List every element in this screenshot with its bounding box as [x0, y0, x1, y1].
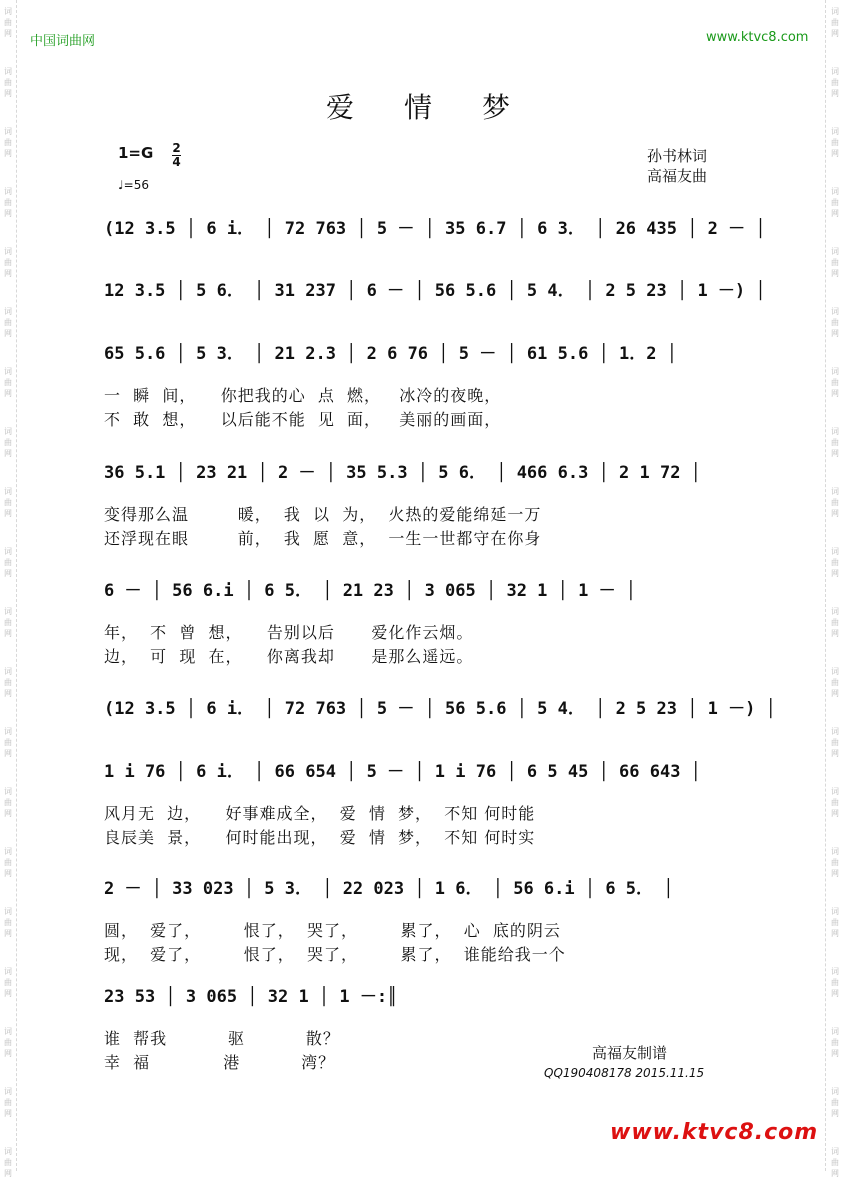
- lyric-verse-1: 风月无 边， 好事难成全， 爱 情 梦， 不知 何时能: [104, 804, 536, 823]
- lyric-verse-2: 幸 福 港 湾？: [104, 1053, 336, 1072]
- watermark-text: 词曲网: [4, 67, 12, 98]
- watermark-text: 词曲网: [4, 1027, 12, 1058]
- notation: (12 3.5 │ 6 i． │ 72 763 │ 5 － │ 56 5.6 │ 5 4． │ 2 5 23 │ 1 －) │: [104, 699, 787, 719]
- watermark-text: 词曲网: [4, 667, 12, 698]
- notation: 36 5.1 │ 23 21 │ 2 － │ 35 5.3 │ 5 6． │ 466 6.3 │ 2 1 72 │: [104, 463, 712, 483]
- notation: 65 5.6 │ 5 3． │ 21 2.3 │ 2 6 76 │ 5 － │ 61 5.6 │ 1．2 │: [104, 344, 688, 364]
- watermark-text: 词曲网: [4, 367, 12, 398]
- lyric-verse-1: 变得那么温 暖， 我 以 为， 火热的爱能绵延一万: [104, 505, 542, 524]
- watermark-text: 词曲网: [4, 427, 12, 458]
- score-line: [104, 680, 787, 752]
- watermark-text: 词曲网: [831, 187, 839, 218]
- notation: 23 53 │ 3 065 │ 32 1 │ 1 －:║: [104, 987, 398, 1007]
- watermark-text: 词曲网: [4, 607, 12, 638]
- watermark-text: 词曲网: [831, 127, 839, 158]
- watermark-text: 词曲网: [4, 7, 12, 38]
- time-signature: [172, 143, 181, 168]
- contact-date: QQ190408178 2015.11.15: [544, 1066, 705, 1080]
- watermark-text: 词曲网: [4, 1147, 12, 1178]
- lyric-verse-1: 年， 不 曾 想， 告别以后 爱化作云烟。: [104, 623, 474, 642]
- watermark-text: 词曲网: [831, 967, 839, 998]
- watermark-text: 词曲网: [4, 487, 12, 518]
- key-signature: 1=G: [118, 144, 154, 162]
- site-name[interactable]: 中国词曲网: [30, 34, 96, 49]
- notation: 2 － │ 33 023 │ 5 3． │ 22 023 │ 1 6． │ 56 6.i │ 6 5． │: [104, 879, 684, 899]
- watermark-text: 词曲网: [4, 307, 12, 338]
- right-watermark-strip: [825, 0, 842, 1178]
- watermark-text: 词曲网: [4, 847, 12, 878]
- watermark-text: 词曲网: [831, 907, 839, 938]
- site-url[interactable]: www.ktvc8.com: [706, 30, 809, 45]
- left-watermark-strip: [0, 0, 17, 1178]
- song-title: [0, 86, 842, 126]
- notation: 1 i 76 │ 6 i． │ 66 654 │ 5 － │ 1 i 76 │ 6 5 45 │ 66 643 │: [104, 762, 712, 782]
- notation: (12 3.5 │ 6 i． │ 72 763 │ 5 － │ 35 6.7 │ 6 3． │ 26 435 │ 2 － │: [104, 219, 776, 239]
- lyricist: 孙书林词: [647, 147, 708, 165]
- notation: 12 3.5 │ 5 6． │ 31 237 │ 6 － │ 56 5.6 │ 5 4． │ 2 5 23 │ 1 －) │: [104, 281, 776, 301]
- watermark-text: 词曲网: [4, 187, 12, 218]
- lyric-verse-2: 不 敢 想， 以后能不能 见 面， 美丽的画面，: [104, 410, 502, 429]
- lyric-verse-2: 还浮现在眼 前， 我 愿 意， 一生一世都守在你身: [104, 529, 542, 548]
- watermark-text: 词曲网: [831, 727, 839, 758]
- tempo-mark: ♩=56: [118, 178, 149, 192]
- score-line: [104, 325, 744, 429]
- watermark-text: 词曲网: [831, 7, 839, 38]
- watermark-text: 词曲网: [4, 787, 12, 818]
- lyric-verse-1: 谁 帮我 驱 散？: [104, 1029, 340, 1048]
- watermark-text: 词曲网: [831, 787, 839, 818]
- site-logo: www.ktvc8.com: [610, 1120, 819, 1145]
- watermark-text: 词曲网: [4, 127, 12, 158]
- lyric-verse-2: 现， 爱了， 恨了， 哭了， 累了， 谁能给我一个: [104, 945, 566, 964]
- watermark-text: 词曲网: [831, 1147, 839, 1178]
- lyric-verse-2: 边， 可 现 在， 你离我却 是那么遥远。: [104, 647, 474, 666]
- watermark-text: 词曲网: [831, 547, 839, 578]
- score-line: [104, 262, 776, 334]
- score-line: [104, 860, 744, 964]
- watermark-text: 词曲网: [831, 847, 839, 878]
- watermark-text: 词曲网: [4, 547, 12, 578]
- composer: 高福友曲: [647, 167, 708, 185]
- watermark-text: 词曲网: [4, 727, 12, 758]
- notation: 6 － │ 56 6.i │ 6 5． │ 21 23 │ 3 065 │ 32 1 │ 1 － │: [104, 581, 647, 601]
- title-char: 梦: [482, 91, 517, 124]
- lyric-verse-1: 一 瞬 间， 你把我的心 点 燃， 冰冷的夜晚，: [104, 386, 502, 405]
- watermark-text: 词曲网: [831, 607, 839, 638]
- watermark-text: 词曲网: [831, 427, 839, 458]
- time-denominator: 4: [172, 155, 181, 169]
- watermark-text: 词曲网: [831, 1087, 839, 1118]
- score-line: [104, 444, 744, 548]
- watermark-text: 词曲网: [4, 247, 12, 278]
- watermark-text: 词曲网: [831, 367, 839, 398]
- lyric-verse-2: 良辰美 景， 何时能出现， 爱 情 梦， 不知 何时实: [104, 828, 536, 847]
- transcriber: 高福友制谱: [592, 1044, 668, 1062]
- score-line: [104, 743, 744, 847]
- watermark-text: 词曲网: [831, 307, 839, 338]
- watermark-text: 词曲网: [831, 667, 839, 698]
- watermark-text: 词曲网: [831, 247, 839, 278]
- lyric-verse-1: 圆， 爱了， 恨了， 哭了， 累了， 心 底的阴云: [104, 921, 561, 940]
- title-char: 爱: [325, 91, 360, 124]
- watermark-text: 词曲网: [831, 67, 839, 98]
- watermark-text: 词曲网: [4, 907, 12, 938]
- watermark-text: 词曲网: [831, 487, 839, 518]
- watermark-text: 词曲网: [4, 967, 12, 998]
- watermark-text: 词曲网: [831, 1027, 839, 1058]
- time-numerator: 2: [172, 141, 181, 155]
- watermark-text: 词曲网: [4, 1087, 12, 1118]
- score-line: [104, 562, 744, 666]
- title-char: 情: [403, 91, 438, 124]
